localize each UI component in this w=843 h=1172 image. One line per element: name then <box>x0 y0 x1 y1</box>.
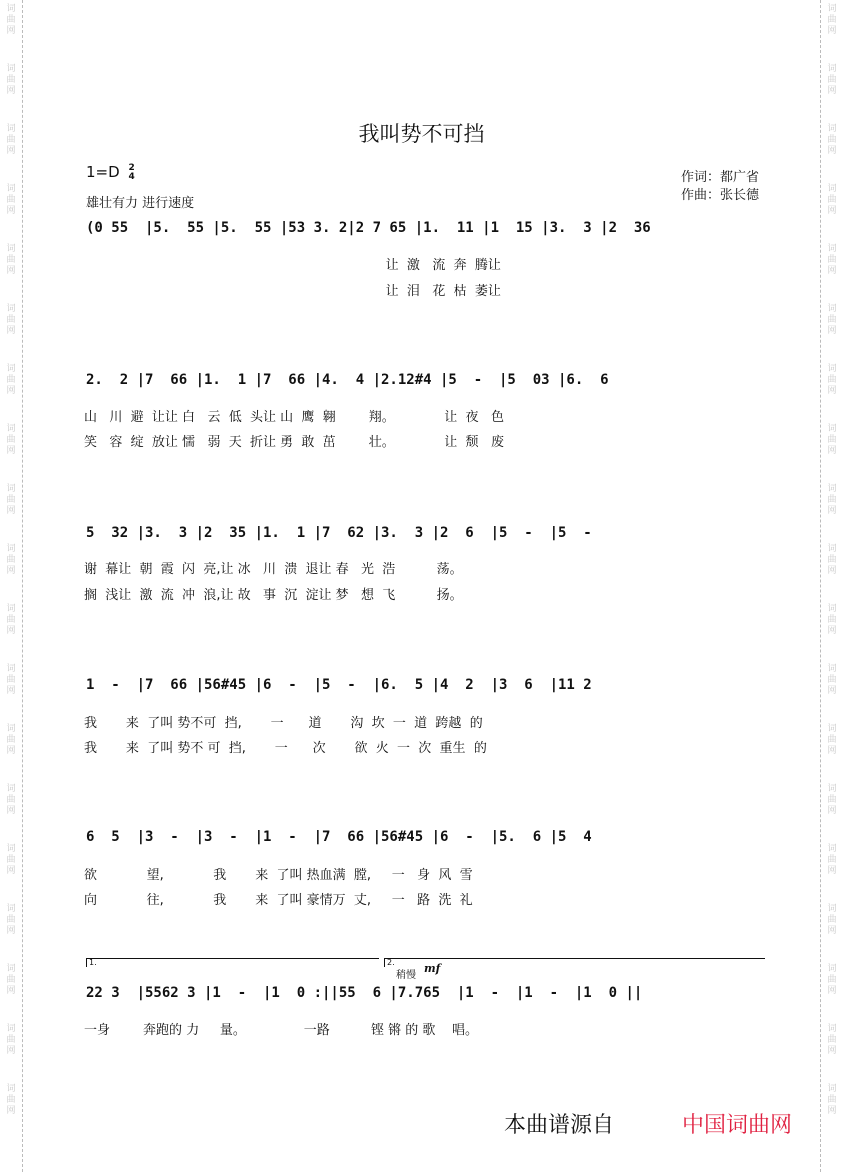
watermark-text: 词 曲 网 <box>6 424 16 456</box>
score-row-5-lyrics-verse1: 欲 望, 我 来 了叫 热血满 膛, 一 身 风 雪 <box>84 868 473 883</box>
score-row-1-notes: (0 55 |5. 55 |5. 55 |53 3. 2|2 7 65 |1. 11 |1 15 |3. 3 |2 36 <box>86 220 651 236</box>
watermark-text: 词 曲 网 <box>6 184 16 216</box>
score-row-2-lyrics-verse1: 山 川 避 让让 白 云 低 头让 山 鹰 翱 翔。 让 夜 色 <box>84 410 504 425</box>
score-row-1-lyrics-verse1: 让 激 流 奔 腾让 <box>84 258 501 273</box>
watermark-text: 词 曲 网 <box>827 844 837 876</box>
time-signature <box>128 164 134 182</box>
watermark-text: 词 曲 网 <box>6 484 16 516</box>
watermark-text: 词 曲 网 <box>6 964 16 996</box>
watermark-text: 词 曲 网 <box>6 784 16 816</box>
key-label: 1=D <box>86 163 120 181</box>
composer-credit: 作曲：张长德 <box>680 188 759 203</box>
watermark-text: 词 曲 网 <box>6 904 16 936</box>
watermark-text: 词 曲 网 <box>6 244 16 276</box>
tempo-slower-mark: 稍慢 <box>396 970 416 981</box>
watermark-text: 词 曲 网 <box>6 604 16 636</box>
watermark-text: 词 曲 网 <box>827 4 837 36</box>
watermark-text: 词 曲 网 <box>6 304 16 336</box>
watermark-text: 词 曲 网 <box>827 604 837 636</box>
watermark-text: 词 曲 网 <box>6 724 16 756</box>
song-title: 我叫势不可挡 <box>358 122 485 146</box>
watermark-text: 词 曲 网 <box>827 184 837 216</box>
score-row-5-lyrics-verse2: 向 往, 我 来 了叫 豪情万 丈, 一 路 洗 礼 <box>84 893 473 908</box>
score-row-2-lyrics-verse2: 笑 容 绽 放让 懦 弱 天 折让 勇 敢 茁 壮。 让 颓 废 <box>84 435 504 450</box>
score-row-4-notes: 1 - |7 66 |56#45 |6 - |5 - |6. 5 |4 2 |3 6 |11 2 <box>86 677 592 693</box>
tempo-marking: 雄壮有力 进行速度 <box>86 196 195 211</box>
watermark-text: 词 曲 网 <box>827 124 837 156</box>
watermark-text: 词 曲 网 <box>6 64 16 96</box>
volta-first-ending: 1. <box>86 958 379 967</box>
watermark-text: 词 曲 网 <box>6 664 16 696</box>
volta-second-ending: 2. <box>384 958 765 967</box>
dynamic-mark: mf <box>424 962 441 975</box>
watermark-text: 词 曲 网 <box>827 904 837 936</box>
watermark-text: 词 曲 网 <box>827 784 837 816</box>
score-row-3-lyrics-verse1: 谢 幕让 朝 霞 闪 亮,让 冰 川 溃 退让 春 光 浩 荡。 <box>84 562 463 577</box>
watermark-text: 词 曲 网 <box>827 544 837 576</box>
watermark-text: 词 曲 网 <box>827 964 837 996</box>
time-signature-top: 2 <box>128 162 135 173</box>
score-row-3-notes: 5 32 |3. 3 |2 35 |1. 1 |7 62 |3. 3 |2 6 |5 - |5 - <box>86 525 592 541</box>
score-row-3-lyrics-verse2: 搁 浅让 激 流 冲 浪,让 故 事 沉 淀让 梦 想 飞 扬。 <box>84 588 463 603</box>
key-signature <box>86 163 135 182</box>
watermark-text: 词 曲 网 <box>827 364 837 396</box>
score-row-4-lyrics-verse1: 我 来 了叫 势不可 挡, 一 道 沟 坎 一 道 跨越 的 <box>84 716 483 731</box>
score-row-5-notes: 6 5 |3 - |3 - |1 - |7 66 |56#45 |6 - |5. 6 |5 4 <box>86 829 592 845</box>
watermark-text: 词 曲 网 <box>827 304 837 336</box>
watermark-text: 词 曲 网 <box>6 544 16 576</box>
footer-brand-link[interactable]: 中国词曲网 <box>682 1113 793 1138</box>
watermark-text: 词 曲 网 <box>827 244 837 276</box>
score-row-6-notes: 22 3 |5562 3 |1 - |1 0 :||55 6 |7.765 |1 - |1 - |1 0 || <box>86 985 643 1001</box>
score-row-4-lyrics-verse2: 我 来 了叫 势不 可 挡, 一 次 欲 火 一 次 重生 的 <box>84 741 487 756</box>
watermark-text: 词 曲 网 <box>6 364 16 396</box>
right-watermark-strip <box>820 0 843 1172</box>
watermark-text: 词 曲 网 <box>827 664 837 696</box>
watermark-text: 词 曲 网 <box>827 424 837 456</box>
watermark-text: 词 曲 网 <box>6 4 16 36</box>
score-row-6-lyrics: 一身 奔跑的 力 量。 一路 铿 锵 的 歌 唱。 <box>84 1023 478 1038</box>
score-row-1-lyrics-verse2: 让 泪 花 枯 萎让 <box>84 284 501 299</box>
watermark-text: 词 曲 网 <box>6 844 16 876</box>
score-row-2-notes: 2. 2 |7 66 |1. 1 |7 66 |4. 4 |2.12#4 |5 - |5 03 |6. 6 <box>86 372 609 388</box>
watermark-text: 词 曲 网 <box>6 124 16 156</box>
watermark-text: 词 曲 网 <box>827 1084 837 1116</box>
footer-source-label: 本曲谱源自 <box>504 1113 615 1138</box>
left-watermark-strip <box>0 0 23 1172</box>
lyricist-credit: 作词：都广省 <box>680 170 759 185</box>
watermark-text: 词 曲 网 <box>6 1024 16 1056</box>
watermark-text: 词 曲 网 <box>6 1084 16 1116</box>
time-signature-bottom: 4 <box>128 171 135 182</box>
watermark-text: 词 曲 网 <box>827 64 837 96</box>
watermark-text: 词 曲 网 <box>827 484 837 516</box>
watermark-text: 词 曲 网 <box>827 1024 837 1056</box>
watermark-text: 词 曲 网 <box>827 724 837 756</box>
